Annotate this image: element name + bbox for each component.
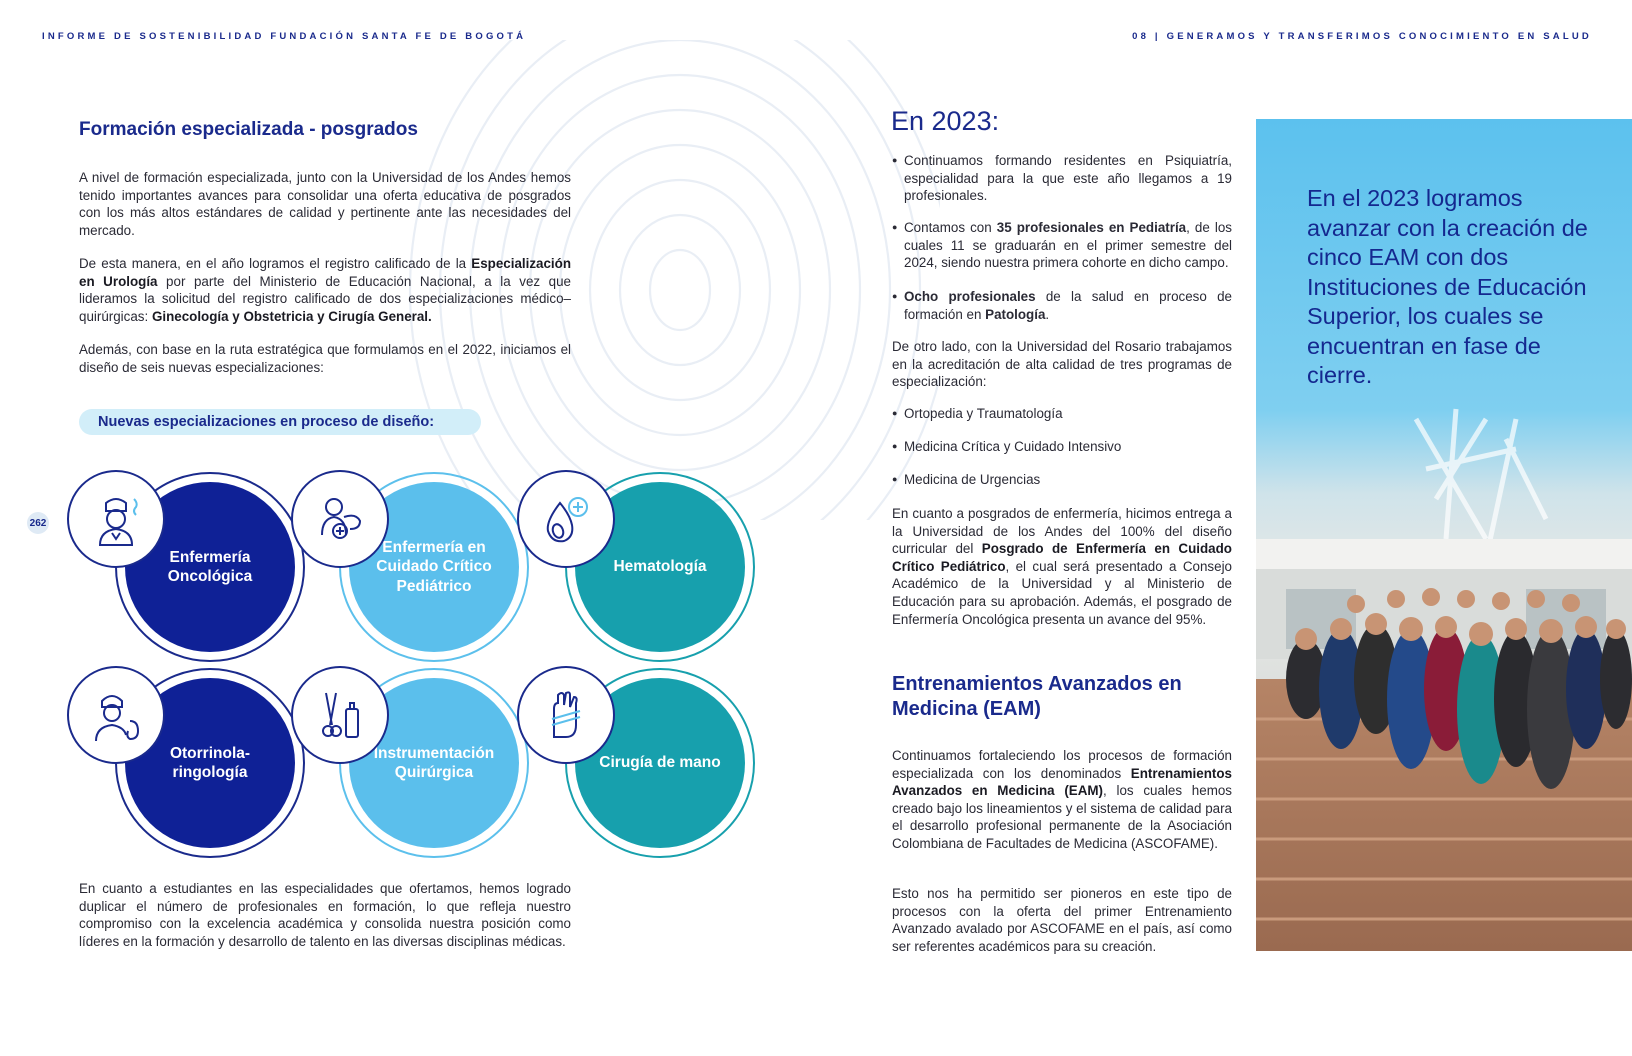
ear-doctor-icon <box>67 666 165 764</box>
specialty-label: Hematología <box>575 482 745 652</box>
paragraph-pioneros: Esto nos ha permitido ser pioneros en este tipo de procesos con la oferta del primer Entrenamiento Avanzado avalado por ASCOFAME en el país, así como ser referentes académicos para su creación. <box>892 886 1232 954</box>
year-heading: En 2023: <box>891 106 1000 136</box>
specialty-enfermeria-cuidado-critico <box>339 472 529 662</box>
section-title-eam: Entrenamientos Avanzados en Medicina (EAM) <box>892 673 1182 720</box>
list-item-ortopedia: ● Ortopedia y Traumatología <box>892 405 1232 423</box>
nurse-icon <box>67 470 165 568</box>
specialty-hematologia <box>565 472 755 662</box>
paragraph-enfermeria-posgrados: En cuanto a posgrados de enfermería, hicimos entrega a la Universidad de los Andes del 100% del diseño curricular del Posgrado de Enfermería en Cuidado Crítico Pediátrico, el cual será presentado a Consejo Académico de la Universidad y al Ministerio de Educación para su aprobación. Además, el posgrado de Enfermería Oncológica presenta un avance del 95%. <box>892 506 1232 627</box>
paragraph-estudiantes: En cuanto a estudiantes en las especialidades que ofertamos, hemos logrado duplicar el número de profesionales en formación, lo que refleja nuestro compromiso con la excelencia académica y consolida nuestra posición como líderes en la formación y desarrollo de talento en las diversas disciplinas médicas. <box>79 881 571 949</box>
specialty-label: Otorrinola-ringología <box>125 678 295 848</box>
hand-bandage-icon <box>517 666 615 764</box>
specialty-label: Cirugía de mano <box>575 678 745 848</box>
specialty-label: Enfermería en Cuidado Crítico Pediátrico <box>349 482 519 652</box>
specialty-otorrinolaringologia <box>115 668 305 858</box>
paragraph-eam: Continuamos fortaleciendo los procesos de formación especializada con los denominados Entrenamientos Avanzados en Medicina (EAM), los cuales hemos creado bajo los lineamientos y el sistema de calidad para el desarrollo profesional permanente de la Asociación Colombiana de Facultades de Medicina (ASCOFAME). <box>892 748 1232 851</box>
page-number-left: 262 <box>27 512 49 534</box>
new-specialties-label: Nuevas especializaciones en proceso de diseño: <box>79 409 481 435</box>
paragraph-rosario: De otro lado, con la Universidad del Rosario trabajamos en la acreditación de alta calidad de tres programas de especialización: <box>892 339 1232 390</box>
bullet-patologia: ● Ocho profesionales de la salud en proceso de formación en Patología. <box>892 288 1232 323</box>
specialty-label: Instrumentación Quirúrgica <box>349 678 519 848</box>
paragraph-ruta-estrategica: Además, con base en la ruta estratégica que formulamos en el 2022, iniciamos el diseño de seis nuevas especializaciones: <box>79 342 571 375</box>
specialty-instrumentacion-quirurgica <box>339 668 529 858</box>
specialty-cirugia-de-mano <box>565 668 755 858</box>
baby-care-icon <box>291 470 389 568</box>
section-title-posgrados: Formación especializada - posgrados <box>79 119 418 140</box>
bullet-pediatria: ● Contamos con 35 profesionales en Pediatría, de los cuales 11 se graduarán en el primer semestre del 2024, siendo nuestra primera cohorte en dicho campo. <box>892 219 1232 272</box>
paragraph-registro: De esta manera, en el año logramos el registro calificado de la Especialización en Urología por parte del Ministerio de Educación Nacional, a la vez que lideramos la solicitud del registro calificado de dos especializaciones médico–quirúrgicas: Ginecología y Obstetricia y Cirugía General. <box>79 256 571 324</box>
list-item-medicina-critica: ● Medicina Crítica y Cuidado Intensivo <box>892 438 1232 456</box>
specialty-label: Enfermería Oncológica <box>125 482 295 652</box>
specialty-enfermeria-oncologica <box>115 472 305 662</box>
chapter-header-title: 08 | GENERAMOS Y TRANSFERIMOS CONOCIMIENTO EN SALUD <box>1132 31 1592 42</box>
blood-drop-icon <box>517 470 615 568</box>
highlight-quote: En el 2023 logramos avanzar con la creación de cinco EAM con dos Instituciones de Educación Superior, los cuales se encuentran en fase de cierre. <box>1307 185 1588 388</box>
bullet-psiquiatria: ● Continuamos formando residentes en Psiquiatría, especialidad para la que este año llegamos a 19 profesionales. <box>892 152 1232 205</box>
surgical-tools-icon <box>291 666 389 764</box>
list-item-urgencias: ● Medicina de Urgencias <box>892 471 1232 489</box>
paragraph-intro: A nivel de formación especializada, junto con la Universidad de los Andes hemos tenido importantes avances para consolidar una oferta educativa de posgrados con los más altos estándares de calidad y pertinente ante las necesidades del mercado. <box>79 170 571 238</box>
report-header-title: INFORME DE SOSTENIBILIDAD FUNDACIÓN SANTA FE DE BOGOTÁ <box>42 31 527 42</box>
